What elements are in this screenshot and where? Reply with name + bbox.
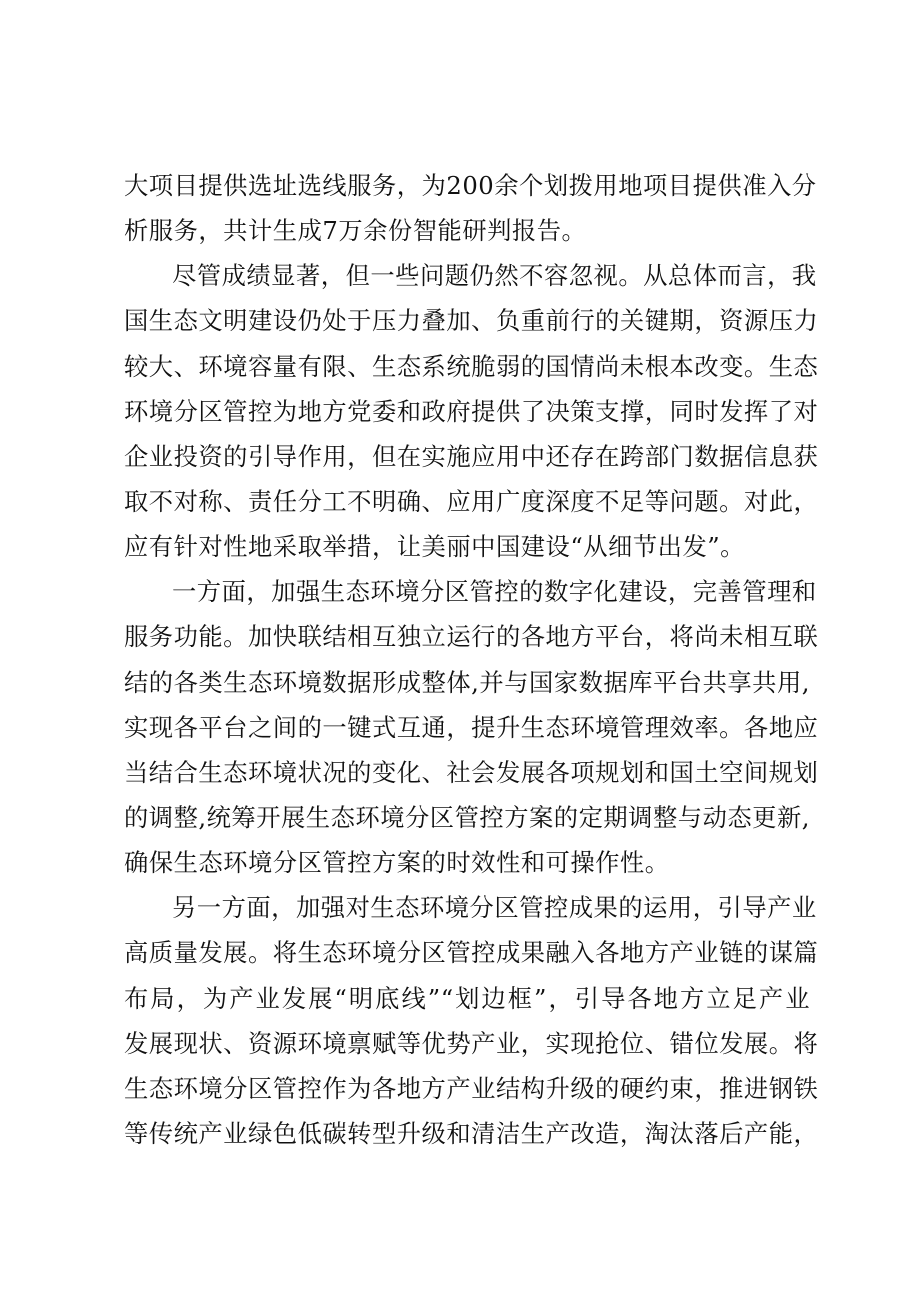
text-line: 另一方面，加强对生态环境分区管控成果的运用，引导产业 [172, 893, 817, 923]
text-line: 确保生态环境分区管控方案的时效性和可操作性。 [124, 848, 670, 878]
text-line: 析服务，共计生成7万余份智能研判报告。 [124, 216, 587, 246]
text-line: 高质量发展。将生态环境分区管控成果融入各地方产业链的谋篇 [124, 938, 819, 968]
text-line: 生态环境分区管控作为各地方产业结构升级的硬约束，推进钢铁 [124, 1073, 819, 1103]
text-line: 布局，为产业发展“明底线”“划边框”，引导各地方立足产业 [124, 983, 810, 1013]
text-line: 的调整,统筹开展生态环境分区管控方案的定期调整与动态更新, [124, 802, 810, 832]
paragraph-4 [124, 885, 819, 1156]
paragraph-2 [124, 253, 819, 569]
text-line: 较大、环境容量有限、生态系统脆弱的国情尚未根本改变。生态 [124, 351, 819, 381]
text-line: 环境分区管控为地方党委和政府提供了决策支撑，同时发挥了对 [124, 396, 819, 426]
text-line: 服务功能。加快联结相互独立运行的各地方平台，将尚未相互联 [124, 622, 819, 652]
text-line: 国生态文明建设仍处于压力叠加、负重前行的关键期，资源压力 [124, 306, 819, 336]
text-line: 结的各类生态环境数据形成整体,并与国家数据库平台共享共用, [124, 667, 810, 697]
text-line: 一方面，加强生态环境分区管控的数字化建设，完善管理和 [172, 577, 817, 607]
text-line: 企业投资的引导作用，但在实施应用中还存在跨部门数据信息获 [124, 441, 819, 471]
text-line: 当结合生态环境状况的变化、社会发展各项规划和国土空间规划 [124, 757, 819, 787]
text-line: 大项目提供选址选线服务，为200余个划拨用地项目提供准入分 [124, 171, 817, 200]
text-line: 实现各平台之间的一键式互通，提升生态环境管理效率。各地应 [124, 712, 819, 742]
document-body [124, 163, 819, 1156]
paragraph-1 [124, 163, 817, 253]
text-line: 应有针对性地采取举措，让美丽中国建设“从细节出发”。 [124, 532, 745, 562]
paragraph-3 [124, 569, 819, 885]
text-line: 发展现状、资源环境禀赋等优势产业，实现抢位、错位发展。将 [124, 1028, 819, 1058]
text-line: 取不对称、责任分工不明确、应用广度深度不足等问题。对此， [124, 486, 819, 516]
text-line: 等传统产业绿色低碳转型升级和清洁生产改造，淘汰落后产能， [124, 1118, 819, 1148]
text-line: 尽管成绩显著，但一些问题仍然不容忽视。从总体而言，我 [172, 261, 817, 291]
